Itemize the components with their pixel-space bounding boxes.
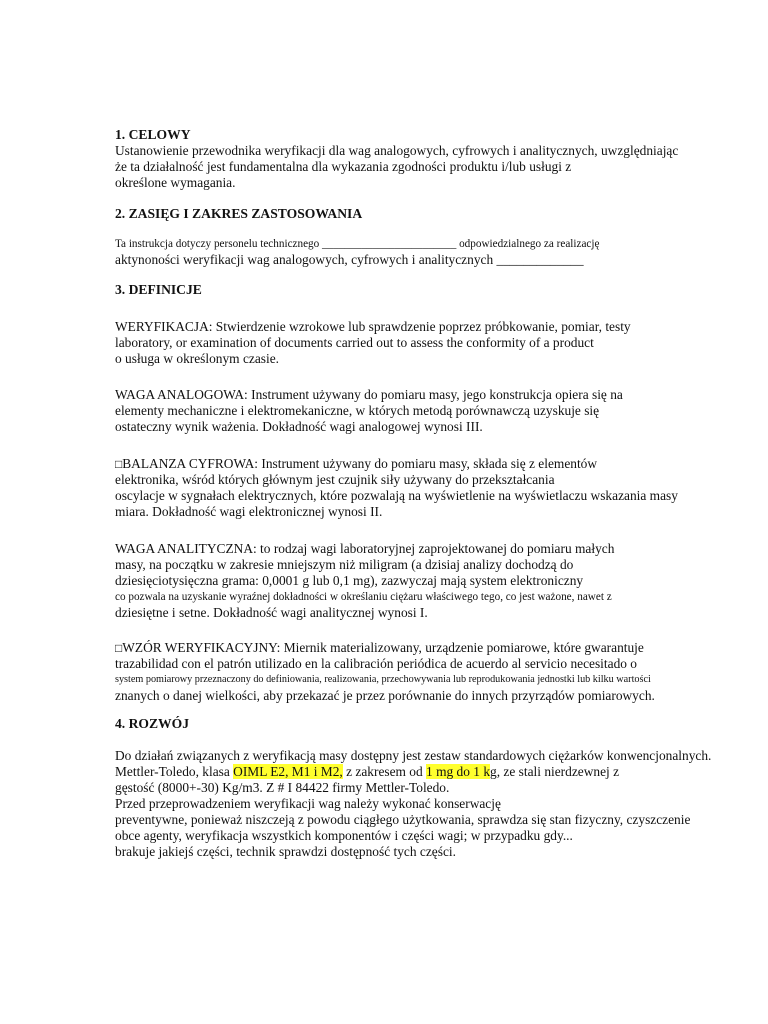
section-heading: 3. DEFINICJE [115,282,202,297]
definition-waga-analogowa [115,387,728,435]
paragraph-line: ostateczny wynik ważenia. Dokładność wagi analogowej wynosi III. [115,419,483,434]
section-rozwoj [115,716,728,732]
highlighted-text: 1 mg do 1 k [426,764,491,779]
paragraph-line: elektronika, wśród których głównym jest czujnik siły używany do przekształcania [115,472,555,487]
paragraph-line: laboratory, or examination of documents carried out to assess the conformity of a product [115,335,594,350]
paragraph-line: Ustanowienie przewodnika weryfikacji dla wag analogowych, cyfrowych i analitycznych, uwzględniając [115,143,679,158]
paragraph-line: WAGA ANALITYCZNA: to rodzaj wagi laboratoryjnej zaprojektowanej do pomiaru małych [115,541,615,556]
paragraph-line: znanych o danej wielkości, aby przekazać je przez porównanie do innych przyrządów pomiarowych. [115,688,655,703]
definition-balanza-cyfrowa [115,456,728,520]
paragraph-line: miara. Dokładność wagi elektronicznej wynosi II. [115,504,383,519]
paragraph-text: BALANZA CYFROWA: Instrument używany do pomiaru masy, składa się z elementów [122,456,598,471]
paragraph-text: g, ze stali nierdzewnej z [490,764,620,779]
paragraph-line: aktynoności weryfikacji wag analogowych, cyfrowych i analitycznych _____________ [115,252,584,267]
definition-wzor-weryfikacyjny [115,640,728,704]
section-zasieg [115,206,728,222]
paragraph-line [115,764,728,780]
paragraph-line: trazabilidad con el patrón utilizado en la calibración periódica de acuerdo al servicio necesitado o [115,656,637,671]
checkbox-glyph: □ [115,457,123,471]
paragraph-text: WZÓR WERYFIKACYJNY: Miernik materializowany, urządzenie pomiarowe, które gwarantuje [122,640,644,655]
highlighted-text: OIML E2, M1 i M2, [233,764,343,779]
section-heading: 1. CELOWY [115,127,191,142]
section-rozwoj-body [115,748,728,860]
paragraph-line: Ta instrukcja dotyczy personelu technicznego ________________________ odpowiedzialnego za realizację [115,238,600,250]
definition-weryfikacja [115,319,728,367]
paragraph-line: Do działań związanych z weryfikacją masy dostępny jest zestaw standardowych ciężarków konwencjonalnych. [115,748,712,763]
paragraph-text: z zakresem od [342,764,427,779]
paragraph-line: że ta działalność jest fundamentalna dla wykazania zgodności produktu i/lub usługi z [115,159,572,174]
section-heading: 2. ZASIĘG I ZAKRES ZASTOSOWANIA [115,206,363,221]
paragraph-line: oscylacje w sygnałach elektrycznych, które pozwalają na wyświetlenie na wyświetlaczu wskazania masy [115,488,678,503]
paragraph-line [115,456,728,472]
paragraph-line: WERYFIKACJA: Stwierdzenie wzrokowe lub sprawdzenie poprzez próbkowanie, pomiar, testy [115,319,631,334]
paragraph-line: brakuje jakiejś części, technik sprawdzi dostępność tych części. [115,844,456,859]
paragraph-line: obce agenty, weryfikacja wszystkich komponentów i części wagi; w przypadku gdy... [115,828,573,843]
paragraph-line: system pomiarowy przeznaczony do definiowania, realizowania, przechowywania lub reprodukowania jednostki lub kilku wartości [115,674,651,685]
paragraph-line: preventywne, ponieważ niszczeją z powodu ciągłego użytkowania, sprawdza się stan fizyczny, czyszczenie [115,812,691,827]
paragraph-line: określone wymagania. [115,175,236,190]
checkbox-glyph: □ [115,641,123,655]
paragraph-line: o usługa w określonym czasie. [115,351,279,366]
paragraph-line: masy, na początku w zakresie mniejszym niż miligram (a dzisiaj analizy dochodzą do [115,557,574,572]
section-celowy [115,127,728,191]
section-definicje [115,282,728,298]
paragraph-line: co pozwala na uzyskanie wyraźnej dokładności w określaniu ciężaru właściwego tego, co jest ważone, nawet z [115,591,612,603]
paragraph-line: dziesiętne i setne. Dokładność wagi analitycznej wynosi I. [115,605,428,620]
section-zasieg-body [115,236,728,268]
paragraph-line: WAGA ANALOGOWA: Instrument używany do pomiaru masy, jego konstrukcja opiera się na [115,387,623,402]
paragraph-line: elementy mechaniczne i elektromekaniczne, w których metodą porównawczą uzyskuje się [115,403,600,418]
definition-waga-analityczna [115,541,728,621]
paragraph-line [115,640,728,656]
paragraph-line: Przed przeprowadzeniem weryfikacji wag należy wykonać konserwację [115,796,501,811]
paragraph-line: gęstość (8000+-30) Kg/m3. Z # I 84422 firmy Mettler-Toledo. [115,780,450,795]
paragraph-line: dziesięciotysięczna grama: 0,0001 g lub 0,1 mg), zazwyczaj mają system elektroniczny [115,573,584,588]
section-heading: 4. ROZWÓJ [115,716,190,731]
paragraph-text: Mettler-Toledo, klasa [115,764,234,779]
